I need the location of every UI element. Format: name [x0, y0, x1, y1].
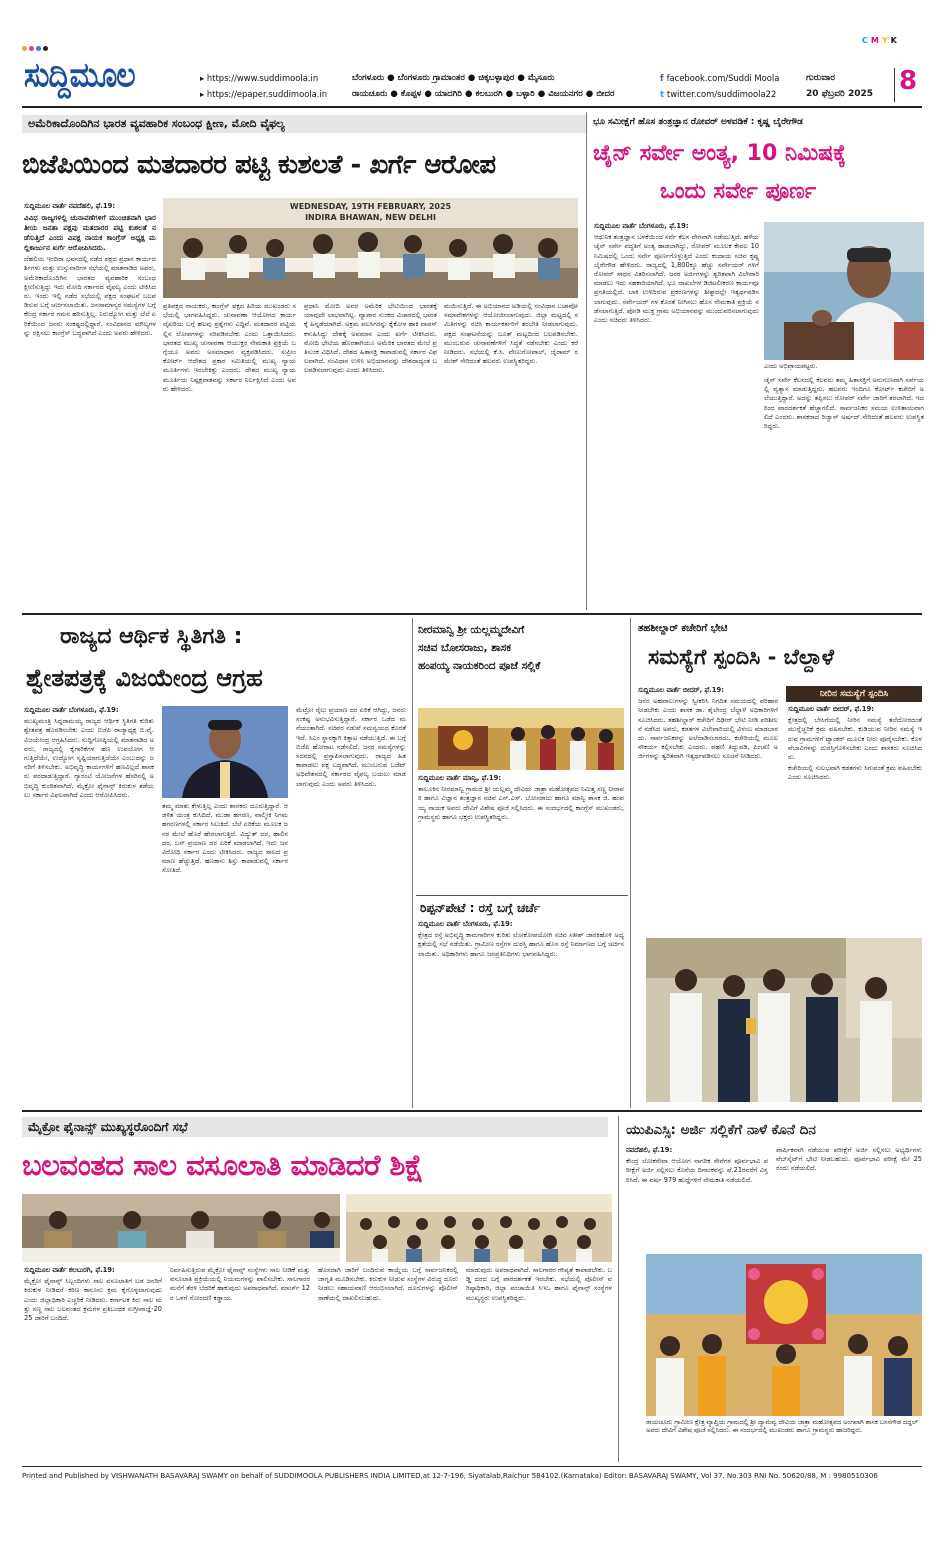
story2-headline-line1: ಚೈನ್ ಸರ್ವೇ ಅಂತ್ಯ, 10 ನಿಮಿಷಕ್ಕೆ: [593, 141, 847, 166]
story6-column-1: ಸುದ್ದಿಮೂಲ ವಾರ್ತೆ ಕಲಬುರಗಿ, ಫೆ.19: ಮೈಕ್ರೋ ಫೈನಾನ್ಸ್ ಸಿಬ್ಬಂದಿಗಳು ಸಾಲ ವಸೂಲಾತಿಗೆ ಬಡ ಜನರಿಗೆ ಕಿರುಕುಳ ನೀಡಿದರೆ ಕಠಿಣ ಕಾನೂನು ಕ್ರಮ ಕೈಗೊಳ್ಳಲಾಗುವುದು ಎಂದು ಜಿಲ್ಲಾಧಿಕಾರಿ ಎಚ್ಚರಿಕೆ ನೀಡಿದರು. ಕರ್ನಾಟಕ ಕಿರು ಸಾಲ ಮತ್ತು ಸಣ್ಣ ಸಾಲ ಬಲವಂತದ ಕ್ರಮಗಳ ಪ್ರತಿಬಂಧಕ ಸುಗ್ರೀವಾಜ್ಞೆ-2025 ಜಾರಿಗೆ ಬಂದಿದೆ.: [24, 1266, 162, 1323]
story3-headline: ಶ್ವೇತಪತ್ರಕ್ಕೆ ವಿಜಯೇಂದ್ರ ಆಗ್ರಹ: [26, 664, 263, 692]
facebook-icon: f: [660, 73, 667, 83]
story1-column-4: ಮಯಿಸುತ್ತಿದೆ. ಈ ಅಭಿಯಾನದ ಅಡಿಯಲ್ಲಿ ಸಂವಿಧಾನ ಬಚಾವೋ ಸಮಾವೇಶಗಳನ್ನು ಆಯೋಜಿಸಲಾಗುವುದು. ಜಿಲ್ಲಾ ಮಟ್ಟದಲ್ಲಿ ಸಮಿತಿಗಳನ್ನು ರಚಿಸಿ ಕಾರ್ಯಕರ್ತರಿಗೆ ತರಬೇತಿ ನೀಡಲಾಗುವುದು. ಪಕ್ಷದ ಸಂಘಟನೆಯನ್ನು ಬೂತ್ ಮಟ್ಟದಿಂದ ಬಲಪಡಿಸಬೇಕು. ಮುಂಬರುವ ಚುನಾವಣೆಗಳಿಗೆ ಸಿದ್ಧತೆ ನಡೆಸಬೇಕು ಎಂದು ಕರೆ ನೀಡಿದರು. ಸಭೆಯಲ್ಲಿ ಕೆ.ಸಿ. ವೇಣುಗೋಪಾಲ್, ಜೈರಾಮ್ ರಮೇಶ್ ಸೇರಿದಂತೆ ಹಲವರು ಉಪಸ್ಥಿತರಿದ್ದರು.: [444, 302, 578, 366]
story2-kicker: ಭೂ ಸಮೀಕ್ಷೆಗೆ ಹೊಸ ತಂತ್ರಜ್ಞಾನ ರೋವರ್ ಅಳವಡಿಕೆ : ಕೃಷ್ಣ ಬೈರೇಗೌಡ: [593, 117, 803, 127]
story2-photo-caption: ಎಂದು ಅಭಿಪ್ರಾಯಪಟ್ಟರು.: [764, 362, 818, 370]
story4-temple-photo: [418, 708, 624, 770]
story1-lead-column: ಸುದ್ದಿಮೂಲ ವಾರ್ತೆ ನವದೆಹಲಿ, ಫೆ.19: ವಿವಿಧ ರಾಜ್ಯಗಳಲ್ಲಿ ಚುನಾವಣೆಗಳಿಗೆ ಮುಂಚಿತವಾಗಿ ಭಾರತೀಯ ಜನತಾ ಪಕ್ಷವು ಮತದಾರರ ಪಟ್ಟಿ ಕುಶಲತೆ ನಡೆಸುತ್ತಿದೆ ಎಂದು ವಿಪಕ್ಷ ನಾಯಕ ಕಾಂಗ್ರೆಸ್ ಅಧ್ಯಕ್ಷ ಮಲ್ಲಿಕಾರ್ಜುನ ಖರ್ಗೆ ಆರೋಪಿಸಿದರು. ದೆಹಲಿಯ ಇಂದಿರಾ ಭವನದಲ್ಲಿ ನಡೆದ ಪಕ್ಷದ ಪ್ರಧಾನ ಕಾರ್ಯದರ್ಶಿಗಳು ಮತ್ತು ಉಸ್ತುವಾರಿಗಳ ಸಭೆಯಲ್ಲಿ ಮಾತನಾಡಿದ ಅವರು, ಅಮೆರಿಕಾದೊಂದಿಗಿನ ಭಾರತದ ವ್ಯವಹಾರಿಕ ಸಂಬಂಧ ಕ್ಷೀಣಿಸುತ್ತಿದ್ದು ಇದು ಮೋದಿ ಸರ್ಕಾರದ ವೈಫಲ್ಯ ಎಂದು ಟೀಕಿಸಿದರು. ಇಂದು ಇಲ್ಲಿ ನಡೆದ ಸಭೆಯಲ್ಲಿ ಪಕ್ಷದ ಸಂಘಟನೆ ಬಲಪಡಿಸುವ ಬಗ್ಗೆ ಚರ್ಚಿಸಲಾಯಿತು. ಜನಸಾಮಾನ್ಯರ ಸಮಸ್ಯೆಗಳ ಬಗ್ಗೆ ಕೇಂದ್ರ ಸರ್ಕಾರ ಗಮನ ಹರಿಸುತ್ತಿಲ್ಲ. ನಿರುದ್ಯೋಗ ಮತ್ತು ಬೆಲೆ ಏರಿಕೆಯಿಂದ ಜನರು ಸಂಕಷ್ಟದಲ್ಲಿದ್ದಾರೆ. ಸಂವಿಧಾನದ ಮೌಲ್ಯಗಳನ್ನು ರಕ್ಷಿಸಲು ಕಾಂಗ್ರೆಸ್ ಬದ್ಧವಾಗಿದೆ ಎಂದು ಅವರು ಹೇಳಿದರು.: [24, 202, 156, 337]
issue-date: ಗುರುವಾರ 20 ಫೆಬ್ರವರಿ 2025: [806, 73, 873, 99]
story1-kicker: ಅಮೆರಿಕಾದೊಂದಿಗಿನ ಭಾರತ ವ್ಯವಹಾರಿಕ ಸಂಬಂಧ ಕ್ಷೀಣ, ಮೋದಿ ವೈಫಲ್ಯ: [22, 115, 586, 133]
story6-kicker: ಮೈಕ್ರೋ ಫೈನಾನ್ಸ್ ಮುಖ್ಯಸ್ಥರೊಂದಿಗೆ ಸಭೆ: [22, 1117, 608, 1137]
globe-icon: ▸: [200, 73, 207, 83]
page-number: 8: [899, 66, 918, 96]
story7-headline: ಯುಪಿಎಸ್ಸಿ: ಅರ್ಜಿ ಸಲ್ಲಿಕೆಗೆ ನಾಳೆ ಕೊನೆ ದಿನ: [626, 1122, 816, 1138]
story7-column-1: ನವದೆಹಲಿ, ಫೆ.19: ಕೇಂದ್ರ ಲೋಕಸೇವಾ ಆಯೋಗ ನಾಗರಿಕ ಸೇವೆಗಳ ಪೂರ್ವಭಾವಿ ಪರೀಕ್ಷೆಗೆ ಅರ್ಜಿ ಸಲ್ಲಿಸಲು ಕೊನೆಯ ದಿನಾಂಕವನ್ನು ಫೆ.21ರವರೆಗೆ ವಿಸ್ತರಿಸಿದೆ. ಈ ವರ್ಷ 979 ಹುದ್ದೆಗಳಿಗೆ ನೇಮಕಾತಿ ನಡೆಯಲಿದೆ.: [626, 1146, 768, 1184]
story1-column-2: ಪ್ರತಿಪಕ್ಷದ ನಾಯಕರು, ಕಾಂಗ್ರೆಸ್ ಪಕ್ಷದ ಹಿರಿಯ ಮುಖಂಡರು ಸಭೆಯಲ್ಲಿ ಭಾಗವಹಿಸಿದ್ದರು. ಚುನಾವಣಾ ಆಯೋಗದ ಕಾರ್ಯವೈಖರಿಯ ಬಗ್ಗೆ ಹಲವು ಪ್ರಶ್ನೆಗಳು ಎದ್ದಿವೆ. ಮತದಾರರ ಪಟ್ಟಿಯಲ್ಲಿನ ಲೋಪಗಳನ್ನು ಸರಿಪಡಿಸಬೇಕು ಎಂದು ಒತ್ತಾಯಿಸಿದರು. ಭಾರತದ ಮುಖ್ಯ ಚುನಾವಣಾ ಆಯುಕ್ತರ ನೇಮಕಾತಿ ಪ್ರಕ್ರಿಯೆ ಬಗ್ಗೆಯೂ ಅವರು ಅಸಮಾಧಾನ ವ್ಯಕ್ತಪಡಿಸಿದರು. ಸುಪ್ರೀಂ ಕೋರ್ಟ್ ಆದೇಶದ ಪ್ರಕಾರ ಸಮಿತಿಯಲ್ಲಿ ಮುಖ್ಯ ನ್ಯಾಯಮೂರ್ತಿಗಳು ಇರಬೇಕಿತ್ತು ಎಂದರು. ದೇಶದ ಮುಖ್ಯ ನ್ಯಾಯ ಮೂರ್ತಿಯ ನಿಷ್ಪಕ್ಷಪಾತವನ್ನು ಸರ್ಕಾರ ನಿರ್ಲಕ್ಷಿಸಿದೆ ಎಂದು ಅವರು ಹೇಳಿದರು.: [163, 302, 296, 393]
water-issue-box-title: ನೀರಿನ ಸಮಸ್ಯೆಗೆ ಸ್ಪಂದಿಸಿ: [786, 686, 922, 702]
story6-officials-photo: [22, 1194, 340, 1262]
story4-kicker-line1: ನೀರಮಾನ್ವಿ ಶ್ರೀ ಯಲ್ಲಮ್ಮದೇವಿಗೆ: [418, 624, 525, 636]
story6-column-3: ಹೊಸದಾಗಿ ಜಾರಿಗೆ ಬಂದಿರುವ ಕಾಯ್ದೆಯ ಬಗ್ಗೆ ಸಾರ್ವಜನಿಕರಲ್ಲಿ ಜಾಗೃತಿ ಮೂಡಿಸಬೇಕು. ಕಿರುಕುಳ ನೀಡುವ ಸಂಸ್ಥೆಗಳ ವಿರುದ್ಧ ದೂರು ನೀಡಲು ಸಹಾಯವಾಣಿ ಆರಂಭಿಸಲಾಗಿದೆ. ದೂರುಗಳನ್ನು ಪೊಲೀಸ್ ಠಾಣೆಯಲ್ಲಿ ದಾಖಲಿಸಬಹುದು.: [318, 1266, 458, 1302]
photo-banner-venue: INDIRA BHAWAN, NEW DELHI: [305, 213, 436, 222]
story7-photo-caption: ರಾಯಚೂರು ಗ್ರಾಮೀಣ ಕ್ಷೇತ್ರ ವ್ಯಾಪ್ತಿಯ ಗ್ರಾಮದಲ್ಲಿ ಶ್ರೀ ದ್ಯಾಮವ್ವ ದೇವಿಯ ಜಾತ್ರಾ ಮಹೋತ್ಸವದ ಅಂಗವಾಗಿ ಶಾಸಕ ಬಸನಗೌಡ ದದ್ದಲ್ ಅವರು ದೇವಿಗೆ ವಿಶೇಷ ಪೂಜೆ ಸಲ್ಲಿಸಿದರು. ಈ ಸಂದರ್ಭದಲ್ಲಿ ಮುಖಂಡರು ಹಾಗೂ ಗ್ರಾಮಸ್ಥರು ಹಾಜರಿದ್ದರು.: [646, 1418, 918, 1435]
twitter-icon: t: [660, 89, 667, 99]
story4-kicker-line3: ಹಂಪಯ್ಯ ನಾಯಕರಿಂದ ಪೂಜೆ ಸಲ್ಲಿಕೆ: [418, 660, 541, 672]
story4-sub-body: ಸುದ್ದಿಮೂಲ ವಾರ್ತೆ ಬೆಂಗಳೂರು, ಫೆ.19: ಕ್ಷೇತ್ರದ ರಸ್ತೆ ಅಭಿವೃದ್ಧಿ ಕಾಮಗಾರಿಗಳ ಕುರಿತು ಲೋಕೋಪಯೋಗಿ ಸಚಿವ ಸತೀಶ್ ಜಾರಕಿಹೊಳಿ ಅಧ್ಯಕ್ಷತೆಯಲ್ಲಿ ಸಭೆ ನಡೆಯಿತು. ಗ್ರಾಮೀಣ ರಸ್ತೆಗಳ ದುರಸ್ತಿ ಹಾಗೂ ಹೊಸ ರಸ್ತೆ ನಿರ್ಮಾಣದ ಬಗ್ಗೆ ಚರ್ಚಿಸಲಾಯಿತು. ಅಧಿಕಾರಿಗಳು ಹಾಗೂ ಜನಪ್ರತಿನಿಧಿಗಳು ಭಾಗವಹಿಸಿದ್ದರು.: [418, 920, 624, 958]
story5-kicker: ತಹಶೀಲ್ದಾರ್ ಕಚೇರಿಗೆ ಭೇಟಿ: [638, 623, 728, 634]
website-link[interactable]: https://www.suddimoola.in: [206, 73, 319, 83]
story6-headline: ಬಲವಂತದ ಸಾಲ ವಸೂಲಾತಿ ಮಾಡಿದರೆ ಶಿಕ್ಷೆ: [22, 1148, 424, 1182]
footer-imprint: Printed and Published by VISHWANATH BASAVARAJ SWAMY on behalf of SUDDIMOOLA PUBLISHERS INDIA LIMITED,at 12-7-196, Siyatalab,Raichur 584102.(Karnataka) Editor: BASAVARAJ SWAMY, Vol 37. No.303 RNI No. 50620/88, M : 9980510306: [22, 1471, 878, 1480]
story4-sub-headline: ರಿಪ್ಪನ್‌ಪೇಟೆ : ರಸ್ತೆ ಬಗ್ಗೆ ಚರ್ಚೆ: [420, 901, 541, 915]
website-links[interactable]: [200, 70, 327, 102]
story2-column-1: ಸುದ್ದಿಮೂಲ ವಾರ್ತೆ ಬೆಂಗಳೂರು, ಫೆ.19: ಆಧುನಿಕ ತಂತ್ರಜ್ಞಾನ ಬಳಕೆಯಿಂದ ಸರ್ವೆ ಕೆಲಸ ವೇಗವಾಗಿ ನಡೆಯುತ್ತಿದೆ. ಹಳೆಯ ಚೈನ್ ಸರ್ವೇ ಪದ್ಧತಿಗೆ ಅಂತ್ಯ ಹಾಡಲಾಗಿದ್ದು, ರೋವರ್ ಮೂಲಕ ಕೇವಲ 10 ನಿಮಿಷದಲ್ಲಿ ಒಂದು ಸರ್ವೇ ಪೂರ್ಣಗೊಳ್ಳುತ್ತಿದೆ ಎಂದು ಕಂದಾಯ ಸಚಿವ ಕೃಷ್ಣ ಬೈರೇಗೌಡ ಹೇಳಿದರು. ರಾಜ್ಯದಲ್ಲಿ 1,800ಕ್ಕೂ ಹೆಚ್ಚು ಸರ್ವೇಯರ್ ಗಳಿಗೆ ರೋವರ್ ಸಾಧನ ವಿತರಿಸಲಾಗಿದೆ. ಜನರ ಅರ್ಜಿಗಳನ್ನು ತ್ವರಿತವಾಗಿ ವಿಲೇವಾರಿ ಮಾಡಲು ಇದು ಸಹಕಾರಿಯಾಗಿದೆ. ಭೂ ದಾಖಲೆಗಳ ಡಿಜಿಟಲೀಕರಣ ಕಾರ್ಯವೂ ಪ್ರಗತಿಯಲ್ಲಿದೆ. ಬಾಕಿ ಉಳಿದಿರುವ ಪ್ರಕರಣಗಳನ್ನು ಶೀಘ್ರದಲ್ಲೇ ಇತ್ಯರ್ಥಪಡಿಸಲಾಗುವುದು. ಸರ್ವೇಯರ್ ಗಳ ಕೊರತೆ ನೀಗಿಸಲು ಹೊಸ ನೇಮಕಾತಿ ಪ್ರಕ್ರಿಯೆ ನಡೆಸಲಾಗುತ್ತಿದೆ. ಪೋಡಿ ಮುಕ್ತ ಗ್ರಾಮ ಅಭಿಯಾನವನ್ನು ಮುಂದುವರಿಸಲಾಗುವುದು ಎಂದು ಸಚಿವರು ತಿಳಿಸಿದರು.: [594, 222, 759, 325]
epaper-link[interactable]: https://epaper.suddimoola.in: [206, 89, 328, 99]
story5-office-photo: [646, 938, 922, 1102]
story3-kicker: ರಾಜ್ಯದ ಆರ್ಥಿಕ ಸ್ಥಿತಿಗತಿ :: [60, 624, 243, 649]
story1-column-3: ಪ್ರಧಾನಿ ಮೋದಿ ಅವರ ಅಮೆರಿಕ ಭೇಟಿಯಿಂದ ಭಾರತಕ್ಕೆ ಯಾವುದೇ ಲಾಭವಾಗಿಲ್ಲ. ವ್ಯಾಪಾರ ಸುಂಕದ ವಿಚಾರದಲ್ಲಿ ಭಾರತಕ್ಕೆ ಹಿನ್ನಡೆಯಾಗಿದೆ. ಅಕ್ರಮ ವಲಸಿಗರನ್ನು ಕೈಕೋಳ ಹಾಕಿ ವಾಪಸ್ ಕಳುಹಿಸಿದ್ದು ದೇಶಕ್ಕೆ ಅವಮಾನ ಎಂದು ಖರ್ಗೆ ಟೀಕಿಸಿದರು. ಮೋದಿ ಭೇಟಿಯ ಹೊರತಾಗಿಯೂ ಅಮೆರಿಕ ಭಾರತದ ಮೇಲೆ ಪ್ರತಿಸುಂಕ ವಿಧಿಸಿದೆ. ದೇಶದ ಹಿತಾಸಕ್ತಿ ಕಾಪಾಡುವಲ್ಲಿ ಸರ್ಕಾರ ವಿಫಲವಾಗಿದೆ. ಸಂವಿಧಾನ ಉಳಿಸಿ ಅಭಿಯಾನವನ್ನು ದೇಶದಾದ್ಯಂತ ಬಲಪಡಿಸಲಾಗುವುದು ಎಂದು ತಿಳಿಸಿದರು.: [304, 302, 437, 375]
story5-headline: ಸಮಸ್ಯೆಗೆ ಸ್ಪಂದಿಸಿ - ಬೆಲ್ದಾಳೆ: [648, 645, 835, 669]
color-dots: [22, 38, 50, 57]
logo: ಸುದ್ದಿಮೂಲ: [24, 55, 135, 96]
city-list: ಬೆಂಗಳೂರು ● ಬೆಂಗಳೂರು ಗ್ರಾಮಾಂತರ ● ಚಿಕ್ಕಬಳ್ಳಾಪುರ ● ಮೈಸೂರು ರಾಯಚೂರು ● ಕೊಪ್ಪಳ ● ಯಾದಗಿರಿ ● ಕಲಬುರಗಿ ● ಬಳ್ಳಾರಿ ● ವಿಜಯನಗರ ● ಬೀದರ: [352, 73, 615, 99]
story6-column-2: ನಿರ್ವಹಿಸುತ್ತಿರುವ ಮೈಕ್ರೋ ಫೈನಾನ್ಸ್ ಸಂಸ್ಥೆಗಳು ಸಾಲ ನೀಡಿಕೆ ಮತ್ತು ವಸೂಲಾತಿ ಪ್ರಕ್ರಿಯೆಯಲ್ಲಿ ನಿಯಮಗಳನ್ನು ಪಾಲಿಸಬೇಕು. ಸಾಲಗಾರರ ಮನೆಗೆ ತೆರಳಿ ಬೆದರಿಕೆ ಹಾಕುವುದು ಅಪರಾಧವಾಗಿದೆ. ಮಾರ್ಚ್ 12ರ ಒಳಗೆ ನೋಂದಣಿ ಕಡ್ಡಾಯ.: [170, 1266, 310, 1302]
story3-column-1: ಸುದ್ದಿಮೂಲ ವಾರ್ತೆ ಬೆಂಗಳೂರು, ಫೆ.19: ಮುಖ್ಯಮಂತ್ರಿ ಸಿದ್ದರಾಮಯ್ಯ ರಾಜ್ಯದ ಆರ್ಥಿಕ ಸ್ಥಿತಿಗತಿ ಕುರಿತು ಶ್ವೇತಪತ್ರ ಹೊರಡಿಸಬೇಕು ಎಂದು ಬಿಜೆಪಿ ರಾಜ್ಯಾಧ್ಯಕ್ಷ ಬಿ.ವೈ. ವಿಜಯೇಂದ್ರ ಆಗ್ರಹಿಸಿದರು. ಸುದ್ದಿಗೋಷ್ಠಿಯಲ್ಲಿ ಮಾತನಾಡಿದ ಅವರು, ರಾಜ್ಯದಲ್ಲಿ ಕೈಗಾರಿಕೆಗಳ ಹಣ ಉಪಯೋಗ ಆಗುತ್ತಿದೆಯೇ, ಉದ್ಯೋಗ ಸೃಷ್ಟಿಯಾಗುತ್ತಿದೆಯೇ ಎಂಬುದನ್ನು ಜನರಿಗೆ ತಿಳಿಸಬೇಕು. ಅಭಿವೃದ್ಧಿ ಕಾರ್ಯಗಳಿಗೆ ಹಣವಿಲ್ಲದೆ ಶಾಸಕರು ಪರದಾಡುತ್ತಿದ್ದಾರೆ. ಗ್ಯಾರಂಟಿ ಯೋಜನೆಗಳ ಹೆಸರಿನಲ್ಲಿ ಅಭಿವೃದ್ಧಿ ಕುಂಠಿತವಾಗಿದೆ. ಮೈಕ್ರೋ ಫೈನಾನ್ಸ್ ಕಿರುಕುಳ ತಡೆಯಲು ಸರ್ಕಾರ ವಿಫಲವಾಗಿದೆ ಎಂದು ಆರೋಪಿಸಿದರು.: [24, 706, 154, 799]
story3-column-3: ಮೆಟ್ರೋ ರೈಲು ಪ್ರಯಾಣ ದರ ಏರಿಕೆ ಆಗಿದ್ದು, ಜನರು ಸಂಕಷ್ಟ ಅನುಭವಿಸುತ್ತಿದ್ದಾರೆ. ಸರ್ಕಾರ ಒಡೆದ ಮನೆಯಂತಾಗಿದೆ. ಸಚಿವರ ನಡುವೆ ಸಮನ್ವಯದ ಕೊರತೆ ಇದೆ. ಸಿಎಂ ಸ್ಥಾನಕ್ಕಾಗಿ ಕಿತ್ತಾಟ ನಡೆಯುತ್ತಿದೆ. ಈ ಬಗ್ಗೆ ಬಿಜೆಪಿ ಹೋರಾಟ ನಡೆಸಲಿದೆ. ಜನರ ಸಮಸ್ಯೆಗಳನ್ನು ಸದನದಲ್ಲಿ ಪ್ರಸ್ತಾಪಿಸಲಾಗುವುದು. ರಾಜ್ಯದ ಹಿತ ಕಾಪಾಡಲು ಪಕ್ಷ ಬದ್ಧವಾಗಿದೆ. ಮುಂಬರುವ ಬಜೆಟ್ ಅಧಿವೇಶನದಲ್ಲಿ ಸರ್ಕಾರದ ವೈಫಲ್ಯ ಬಯಲು ಮಾಡಲಾಗುವುದು ಎಂದು ಅವರು ತಿಳಿಸಿದರು.: [296, 706, 406, 788]
story5-column-1: ಸುದ್ದಿಮೂಲ ವಾರ್ತೆ ಬೀದರ್, ಫೆ.19: ಜನರ ಅಹವಾಲುಗಳನ್ನು ಸ್ವೀಕರಿಸಿ ನಿಗದಿತ ಸಮಯದಲ್ಲಿ ಪರಿಹಾರ ನೀಡಬೇಕು ಎಂದು ಶಾಸಕ ಡಾ. ಶೈಲೇಂದ್ರ ಬೆಲ್ದಾಳೆ ಅಧಿಕಾರಿಗಳಿಗೆ ಸೂಚಿಸಿದರು. ತಹಶೀಲ್ದಾರ್ ಕಚೇರಿಗೆ ದಿಢೀರ್ ಭೇಟಿ ನೀಡಿ ಪರಿಶೀಲನೆ ನಡೆಸಿದ ಅವರು, ಕಡತಗಳ ವಿಲೇವಾರಿಯಲ್ಲಿ ವಿಳಂಬ ಮಾಡಬಾರದು. ಸಾರ್ವಜನಿಕರನ್ನು ಅಲೆದಾಡಿಸಬಾರದು. ಕಚೇರಿಯಲ್ಲಿ ಮೂಲಸೌಕರ್ಯ ಕಲ್ಪಿಸಬೇಕು ಎಂದರು. ಪಹಣಿ ತಿದ್ದುಪಡಿ, ಪಿಂಚಣಿ ಅರ್ಜಿಗಳನ್ನು ತ್ವರಿತವಾಗಿ ಇತ್ಯರ್ಥಪಡಿಸಲು ಸೂಚನೆ ನೀಡಿದರು.: [638, 686, 778, 761]
story2-headline-line2: ಒಂದು ಸರ್ವೇ ಪೂರ್ಣ: [660, 179, 817, 204]
story7-column-2: ವಾರ್ಷಿಕವಾಗಿ ನಡೆಯುವ ಪರೀಕ್ಷೆಗೆ ಅರ್ಜಿ ಸಲ್ಲಿಸಲು ಅಭ್ಯರ್ಥಿಗಳು ವೆಬ್‌ಸೈಟ್‌ಗೆ ಭೇಟಿ ನೀಡಬಹುದು. ಪೂರ್ವಭಾವಿ ಪರೀಕ್ಷೆ ಮೇ 25ರಂದು ನಡೆಯಲಿದೆ.: [776, 1146, 922, 1173]
story4-kicker-line2: ಸಚಿವ ಬೋಸರಾಜು, ಶಾಸಕ: [418, 642, 511, 654]
story2-column-2: ಚೈನ್ ಸರ್ವೇ ಕೆಲಸದಲ್ಲಿ ಕೆಲವರು ತಮ್ಮ ಹಿತಾಸಕ್ತಿಗೆ ಅನುಗುಣವಾಗಿ ಸರ್ವೆಯಲ್ಲಿ ವ್ಯತ್ಯಾಸ ಮಾಡುತ್ತಿದ್ದರು. ಹಲವರು ಇಂದಿಗೂ ಕೋರ್ಟ್ ಕಚೇರಿಗೆ ಅಲೆಯುತ್ತಿದ್ದಾರೆ. ಅದನ್ನು ತಪ್ಪಿಸಲು ರೋವರ್ ಸರ್ವೇ ಜಾರಿಗೆ ತರಲಾಗಿದೆ. ಇದರಿಂದ ಪಾರದರ್ಶಕತೆ ಹೆಚ್ಚಾಗಲಿದೆ. ಸಾರ್ವಜನಿಕರ ಸಮಯ ಉಳಿತಾಯವಾಗಲಿದೆ ಎಂದರು. ಶಾಸಕರಾದ ರಿಜ್ವಾನ್ ಅರ್ಷದ್ ಸೇರಿದಂತೆ ಹಲವರು ಉಪಸ್ಥಿತರಿದ್ದರು.: [764, 376, 924, 431]
water-issue-box-body: ಸುದ್ದಿಮೂಲ ವಾರ್ತೆ ಬೀದರ್, ಫೆ.19: ಕ್ಷೇತ್ರದಲ್ಲಿ ಬೇಸಿಗೆಯಲ್ಲಿ ನೀರಿನ ಸಮಸ್ಯೆ ತಲೆದೋರದಂತೆ ಮುನ್ನೆಚ್ಚರಿಕೆ ಕ್ರಮ ವಹಿಸಬೇಕು. ಕುಡಿಯುವ ನೀರಿನ ಸಮಸ್ಯೆ ಇರುವ ಗ್ರಾಮಗಳಿಗೆ ಟ್ಯಾಂಕರ್ ಮೂಲಕ ನೀರು ಪೂರೈಸಬೇಕು. ಕೊಳವೆಬಾವಿಗಳನ್ನು ದುರಸ್ತಿಗೊಳಿಸಬೇಕು ಎಂದು ಶಾಸಕರು ಸೂಚಿಸಿದರು. ಕಚೇರಿಯಲ್ಲಿ ಸುಲಭವಾಗಿ ಕಡತಗಳು ಸಿಗುವಂತೆ ಕ್ರಮ ವಹಿಸಬೇಕು ಎಂದು ಸೂಚಿಸಿದರು.: [788, 705, 922, 782]
globe-icon: ▸: [200, 89, 207, 99]
story3-portrait: [162, 706, 288, 798]
photo-banner-date: WEDNESDAY, 19TH FEBRUARY, 2025: [289, 202, 452, 211]
story6-audience-photo: [346, 1194, 612, 1262]
story1-headline: ಬಿಜೆಪಿಯಿಂದ ಮತದಾರರ ಪಟ್ಟಿ ಕುಶಲತೆ - ಖರ್ಗೆ ಆರೋಪ: [22, 150, 496, 180]
cmyk-marks: CMYK: [862, 36, 900, 45]
story4-body: ಸುದ್ದಿಮೂಲ ವಾರ್ತೆ ಮಾನ್ವಿ, ಫೆ.19: ತಾಲೂಕಿನ ನೀರಮಾನ್ವಿ ಗ್ರಾಮದ ಶ್ರೀ ಯಲ್ಲಮ್ಮ ದೇವಿಯ ಜಾತ್ರಾ ಮಹೋತ್ಸವದ ನಿಮಿತ್ತ ಸಣ್ಣ ನೀರಾವರಿ ಹಾಗೂ ವಿಜ್ಞಾನ ತಂತ್ರಜ್ಞಾನ ಸಚಿವ ಎನ್.ಎಸ್. ಬೋಸರಾಜು ಹಾಗೂ ಮಾನ್ವಿ ಶಾಸಕ ಜಿ. ಹಂಪಯ್ಯ ನಾಯಕ ಅವರು ದೇವಿಗೆ ವಿಶೇಷ ಪೂಜೆ ಸಲ್ಲಿಸಿದರು. ಈ ಸಂದರ್ಭದಲ್ಲಿ ಕಾಂಗ್ರೆಸ್ ಮುಖಂಡರು, ಗ್ರಾಮಸ್ಥರು ಹಾಗೂ ಭಕ್ತರು ಉಪಸ್ಥಿತರಿದ್ದರು.: [418, 774, 624, 821]
story7-festival-photo: [646, 1254, 922, 1416]
story2-minister-photo: [764, 222, 924, 360]
story1-photo: [163, 198, 578, 298]
story3-column-2: ತಮ್ಮ ಮಾತು ಕೇಳುತ್ತಿಲ್ಲ ಎಂದು ಶಾಸಕರು ದೂರುತ್ತಿದ್ದಾರೆ. ಆಡಳಿತ ಯಂತ್ರ ಕುಸಿದಿದೆ. ಮುಡಾ ಹಗರಣ, ವಾಲ್ಮೀಕಿ ನಿಗಮ ಹಗರಣಗಳಲ್ಲಿ ಸರ್ಕಾರ ಸಿಲುಕಿದೆ. ಬೆಲೆ ಏರಿಕೆಯ ಮೂಲಕ ಜನರ ಮೇಲೆ ಹೊರೆ ಹೇರಲಾಗುತ್ತಿದೆ. ವಿದ್ಯುತ್ ದರ, ಹಾಲಿನ ದರ, ಬಸ್ ಪ್ರಯಾಣ ದರ ಏರಿಕೆ ಮಾಡಲಾಗಿದೆ. ಇದು ಜನವಿರೋಧಿ ಸರ್ಕಾರ ಎಂದು ಟೀಕಿಸಿದರು. ರಾಜ್ಯದ ಸಾಲದ ಪ್ರಮಾಣ ಹೆಚ್ಚುತ್ತಿದೆ. ಹಣಕಾಸು ಶಿಸ್ತು ಕಾಪಾಡುವಲ್ಲಿ ಸರ್ಕಾರ ಸೋತಿದೆ.: [162, 802, 288, 875]
story6-column-4: ಮಾಡುವುದು ಅಪರಾಧವಾಗಿದೆ. ಸಾಲಗಾರರ ಗೌಪ್ಯತೆ ಕಾಪಾಡಬೇಕು. ಬಡ್ಡಿ ದರದ ಬಗ್ಗೆ ಪಾರದರ್ಶಕತೆ ಇರಬೇಕು. ಸಭೆಯಲ್ಲಿ ಪೊಲೀಸ್ ವರಿಷ್ಠಾಧಿಕಾರಿ, ಜಿಲ್ಲಾ ಪಂಚಾಯಿತಿ ಸಿಇಒ ಹಾಗೂ ಫೈನಾನ್ಸ್ ಸಂಸ್ಥೆಗಳ ಮುಖ್ಯಸ್ಥರು ಉಪಸ್ಥಿತರಿದ್ದರು.: [466, 1266, 612, 1302]
social-links[interactable]: f facebook.com/Suddi Moola t twitter.com/suddimoola22: [660, 73, 780, 99]
